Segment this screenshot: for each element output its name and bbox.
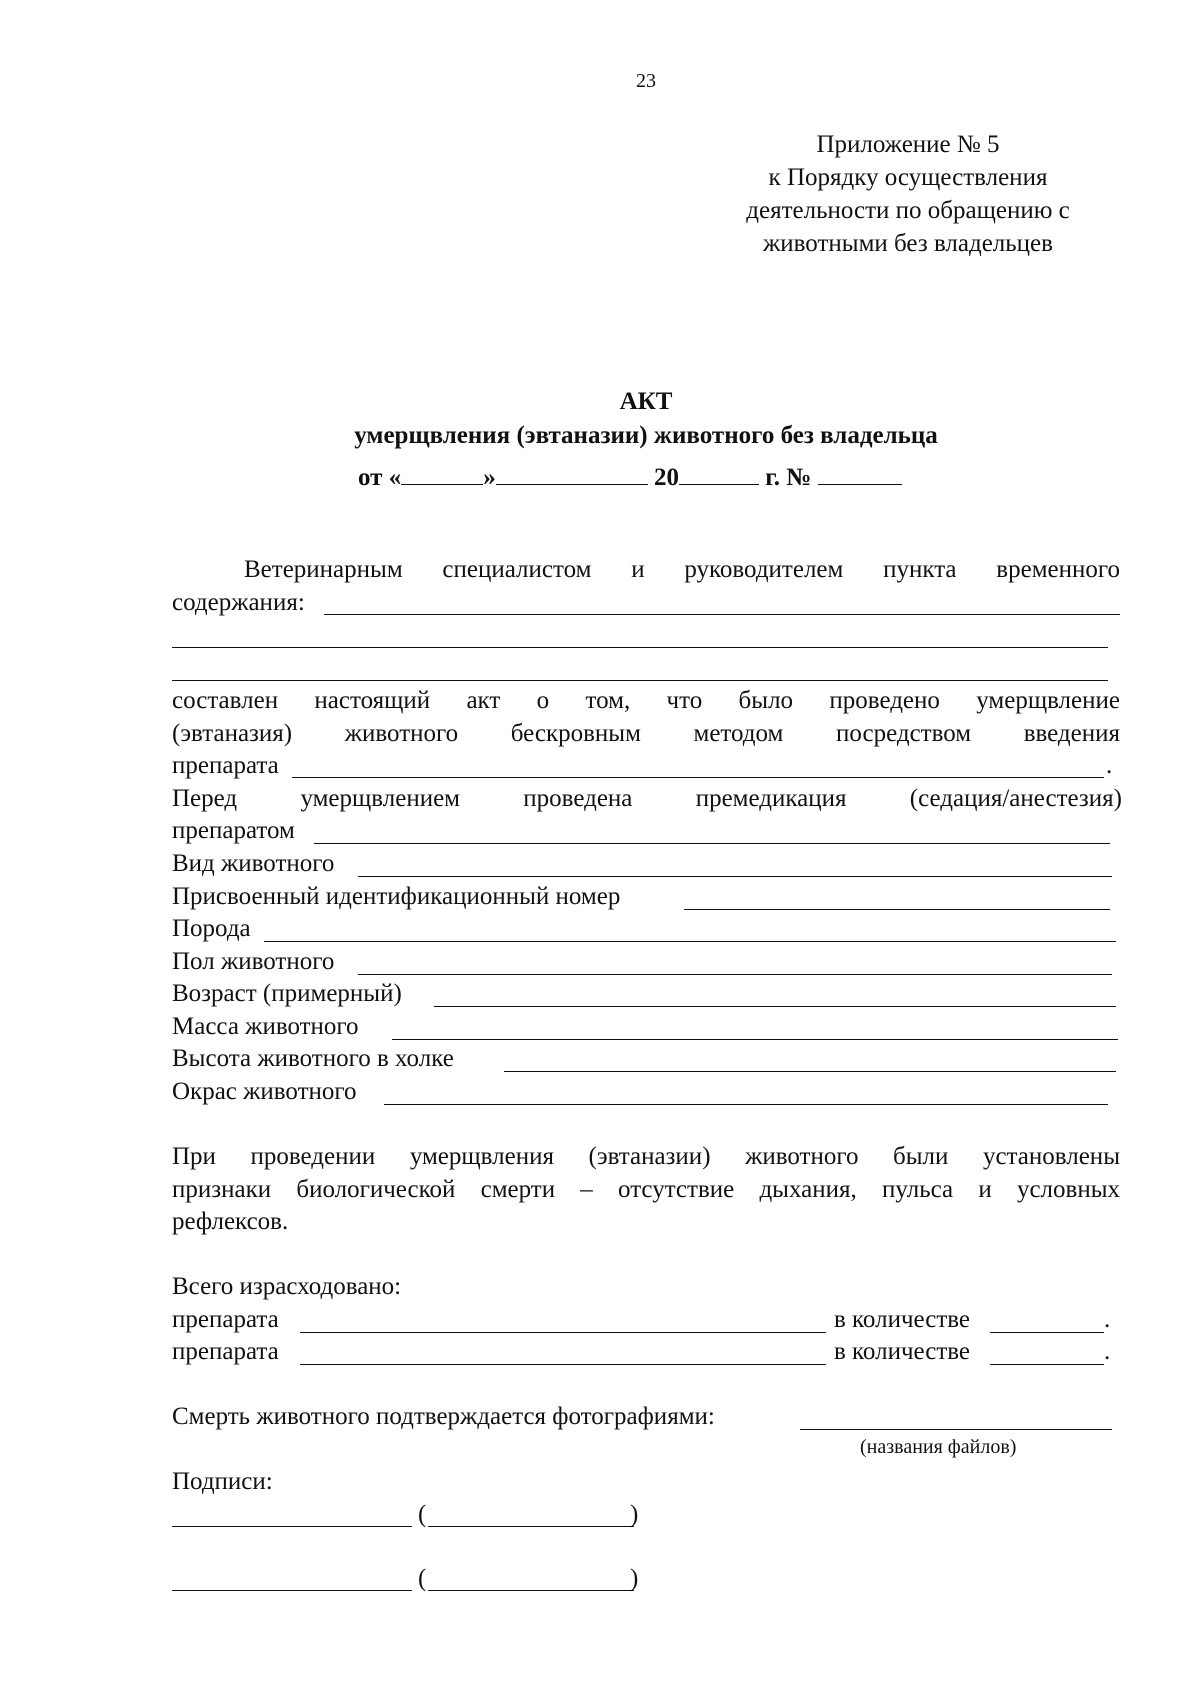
consumption-heading: Всего израсходовано: [172, 1273, 402, 1300]
signatures-heading: Подписи: [172, 1468, 273, 1495]
annex-block [700, 128, 1116, 260]
field-label-weight: Масса животного [172, 1013, 359, 1040]
act-date-number-line [358, 462, 902, 492]
consumption-drug-label-2: препарата [172, 1338, 279, 1365]
consumption-end-1: . [1104, 1306, 1111, 1333]
signature-name-field-2[interactable] [428, 1590, 634, 1591]
date-year: 20 [653, 464, 679, 491]
commission-field-2[interactable] [172, 647, 1108, 648]
id-number-field[interactable] [684, 909, 1110, 910]
field-label-id-number: Присвоенный идентификационный номер [172, 883, 621, 910]
date-suffix: г. № [765, 464, 812, 491]
breed-field[interactable] [264, 941, 1116, 942]
field-label-sex: Пол животного [172, 948, 335, 975]
consumption-drug-label-1: препарата [172, 1306, 279, 1333]
sex-field[interactable] [358, 974, 1112, 975]
date-prefix: от « [358, 464, 402, 491]
conclusion-line-2: признаки биологической смерти – отсутствие дыхания, пульса и условных [172, 1176, 1120, 1203]
commission-field-3[interactable] [172, 680, 1108, 681]
month-field[interactable] [496, 462, 648, 485]
conclusion-line-3: рефлексов. [172, 1208, 289, 1235]
field-label-color: Окрас животного [172, 1078, 357, 1105]
intro-line-2: содержания: [172, 589, 305, 616]
annex-line-4: животными без владельцев [763, 230, 1053, 257]
drug-field[interactable] [292, 777, 1104, 778]
field-label-height: Высота животного в холке [172, 1045, 454, 1072]
day-field[interactable] [401, 462, 483, 485]
weight-field[interactable] [392, 1039, 1118, 1040]
age-field[interactable] [434, 1006, 1116, 1007]
annex-line-2: к Порядку осуществления [768, 164, 1048, 191]
signature-field-1[interactable] [172, 1526, 412, 1527]
consumption-qty-label-1: в количестве [834, 1306, 971, 1333]
premedication-drug-field[interactable] [314, 843, 1110, 844]
consumption-qty-field-1[interactable] [990, 1332, 1104, 1333]
annex-line-1: Приложение № 5 [816, 131, 1000, 158]
photos-note: (названия файлов) [860, 1436, 1017, 1458]
consumption-qty-label-2: в количестве [834, 1338, 971, 1365]
intro-line-1: Ветеринарным специалистом и руководителем пункта временного [244, 556, 1120, 583]
signature-field-2[interactable] [172, 1590, 412, 1591]
document-subtitle: умерщвления (эвтаназии) животного без владельца [354, 422, 938, 449]
statement-line-5: препаратом [172, 817, 295, 844]
species-field[interactable] [358, 876, 1112, 877]
field-label-age: Возраст (примерный) [172, 980, 402, 1007]
statement-line-4: Перед умерщвлением проведена премедикация (седация/анестезия) [172, 785, 1122, 812]
signature-open-paren-2: ( [418, 1565, 427, 1592]
photos-label: Смерть животного подтверждается фотографиями: [172, 1403, 715, 1430]
consumption-drug-field-1[interactable] [300, 1332, 826, 1333]
annex-line-3: деятельности по обращению с [746, 197, 1070, 224]
color-field[interactable] [384, 1104, 1108, 1105]
signature-close-paren-2: ) [630, 1565, 639, 1592]
year-field[interactable] [679, 462, 759, 485]
statement-line-3-end: . [1106, 752, 1113, 779]
conclusion-line-1: При проведении умерщвления (эвтаназии) животного были установлены [172, 1143, 1120, 1170]
signature-open-paren-1: ( [418, 1501, 427, 1528]
statement-line-2: (эвтаназия) животного бескровным методом посредством введения [172, 720, 1120, 747]
signature-name-field-1[interactable] [428, 1526, 634, 1527]
photos-file-names-field[interactable] [800, 1429, 1112, 1430]
statement-line-3: препарата [172, 752, 279, 779]
document-title: АКТ [619, 388, 673, 415]
consumption-qty-field-2[interactable] [990, 1364, 1104, 1365]
signature-close-paren-1: ) [630, 1501, 639, 1528]
page-number: 23 [636, 70, 656, 92]
field-label-breed: Порода [172, 915, 251, 942]
statement-line-1: составлен настоящий акт о том, что было проведено умерщвление [172, 687, 1120, 714]
date-mid: » [483, 464, 496, 491]
consumption-end-2: . [1104, 1338, 1111, 1365]
height-field[interactable] [504, 1071, 1116, 1072]
commission-field-1[interactable] [324, 614, 1120, 615]
field-label-species: Вид животного [172, 850, 335, 877]
act-number-field[interactable] [818, 462, 902, 485]
consumption-drug-field-2[interactable] [300, 1364, 826, 1365]
